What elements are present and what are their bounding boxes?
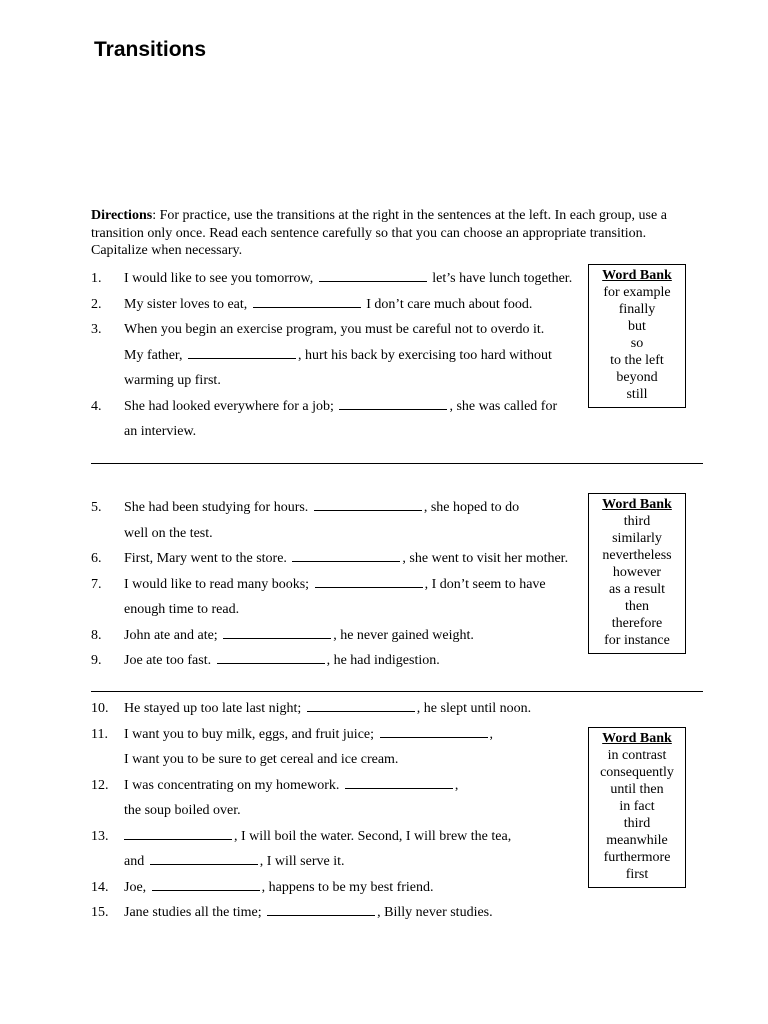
word-bank-item: in contrast (607, 748, 667, 763)
sentence-number: 6. (91, 551, 102, 566)
sentence-text: and (124, 854, 148, 869)
sentence-number: 3. (91, 322, 102, 337)
word-bank-item: finally (618, 302, 656, 317)
sentence-text: I want you to be sure to get cereal and ice cream. (124, 752, 399, 767)
word-bank-item: third (623, 514, 651, 529)
sentence-number: 4. (91, 398, 102, 414)
sentence-9 (91, 648, 591, 674)
sentence-4 (91, 394, 591, 420)
sentence-text: well on the test. (124, 525, 213, 541)
sentence-number: 13. (91, 828, 109, 844)
sentence-13 (91, 824, 591, 850)
sentence-text: , he never gained weight. (333, 627, 474, 643)
sentence-text: Joe, (124, 879, 150, 895)
sentence-text: , I will boil the water. Second, I will brew the tea, (234, 828, 512, 844)
answer-blank[interactable] (267, 902, 375, 916)
sentence-text: Jane studies all the time; (124, 905, 266, 920)
directions-text: : For practice, use the transitions at the right in the sentences at the left. In each group, use a transition only once. Read each sentence carefully so that you can choose an appropriate transition. Capitalize when necessary. (91, 208, 667, 258)
answer-blank[interactable] (307, 698, 415, 712)
word-bank-2 (588, 493, 686, 654)
answer-blank[interactable] (319, 268, 427, 282)
sentence-7-cont (91, 597, 591, 623)
sentence-text: I don’t care much about food. (362, 296, 533, 312)
directions-label: Directions (91, 208, 153, 223)
word-bank-item: still (626, 387, 648, 402)
sentence-text: John ate and ate; (124, 627, 222, 643)
answer-blank[interactable] (124, 826, 232, 840)
exercise-group-2 (91, 495, 591, 674)
sentence-text: , hurt his back by exercising too hard without (298, 347, 552, 363)
word-bank-item: first (625, 867, 649, 882)
sentence-number: 5. (91, 500, 102, 515)
word-bank-item: furthermore (603, 850, 671, 865)
word-bank-item: as a result (609, 582, 665, 597)
word-bank-item: similarly (612, 531, 662, 546)
sentence-number: 2. (91, 296, 102, 312)
page-title: Transitions (94, 38, 207, 61)
sentence-number: 8. (91, 627, 102, 643)
word-bank-item: however (612, 565, 662, 580)
answer-blank[interactable] (345, 775, 453, 789)
sentence-3 (91, 317, 591, 343)
answer-blank[interactable] (315, 574, 423, 588)
sentence-text: , happens to be my best friend. (261, 879, 434, 895)
sentence-text: enough time to read. (124, 602, 240, 617)
sentence-2 (91, 292, 591, 318)
answer-blank[interactable] (150, 851, 258, 865)
sentence-text: I was concentrating on my homework. (124, 777, 343, 793)
sentence-text: , I don’t seem to have (424, 576, 546, 592)
sentence-text: Joe ate too fast. (124, 653, 215, 668)
sentence-12-cont (91, 798, 591, 824)
word-bank-item: until then (610, 782, 664, 797)
sentence-text: the soup boiled over. (124, 803, 241, 818)
sentence-number: 1. (91, 271, 102, 286)
word-bank-3 (588, 727, 686, 888)
sentence-10 (91, 696, 591, 722)
sentence-text: an interview. (124, 424, 197, 439)
sentence-text: let’s have lunch together. (428, 271, 573, 286)
sentence-11-cont (91, 747, 591, 773)
sentence-11 (91, 722, 591, 748)
word-bank-item: then (624, 599, 650, 614)
word-bank-item: third (623, 816, 651, 831)
sentence-text: , (489, 726, 494, 742)
exercise-group-1 (91, 266, 591, 445)
sentence-number: 11. (91, 726, 108, 742)
sentence-text: , I will serve it. (259, 854, 345, 869)
sentence-text: , Billy never studies. (377, 905, 493, 920)
sentence-text: She had been studying for hours. (124, 500, 312, 515)
sentence-7 (91, 572, 591, 598)
sentence-text: I want you to buy milk, eggs, and fruit juice; (124, 726, 378, 742)
sentence-number: 15. (91, 905, 109, 920)
word-bank-item: in fact (619, 799, 655, 814)
sentence-text: , she was called for (449, 398, 558, 414)
sentence-text: , (454, 777, 459, 793)
sentence-text: , he had indigestion. (326, 653, 440, 668)
sentence-number: 7. (91, 576, 102, 592)
sentence-text: My father, (124, 347, 187, 363)
word-bank-item: nevertheless (602, 548, 672, 563)
sentence-13-cont (91, 849, 591, 875)
sentence-number: 9. (91, 653, 102, 668)
sentence-text: , she hoped to do (423, 500, 520, 515)
word-bank-item: so (630, 336, 644, 351)
word-bank-item: for example (603, 285, 671, 300)
sentence-14 (91, 875, 591, 901)
sentence-text: , he slept until noon. (416, 701, 532, 716)
sentence-text: I would like to read many books; (124, 576, 313, 592)
sentence-number: 12. (91, 777, 109, 793)
directions (91, 207, 691, 260)
sentence-text: My sister loves to eat, (124, 296, 251, 312)
sentence-5 (91, 495, 591, 521)
sentence-4-cont (91, 419, 591, 445)
sentence-6 (91, 546, 591, 572)
sentence-text: I would like to see you tomorrow, (124, 271, 317, 286)
answer-blank[interactable] (152, 877, 260, 891)
sentence-text: warming up first. (124, 373, 221, 388)
answer-blank[interactable] (253, 294, 361, 308)
answer-blank[interactable] (292, 548, 400, 562)
word-bank-heading: Word Bank (602, 497, 672, 512)
answer-blank[interactable] (217, 650, 325, 664)
sentence-text: She had looked everywhere for a job; (124, 398, 338, 414)
answer-blank[interactable] (188, 345, 296, 359)
sentence-5-cont (91, 521, 591, 547)
word-bank-heading: Word Bank (602, 731, 672, 746)
word-bank-item: for instance (604, 633, 670, 648)
word-bank-item: meanwhile (606, 833, 668, 848)
sentence-number: 14. (91, 879, 109, 895)
sentence-12 (91, 773, 591, 799)
word-bank-item: therefore (611, 616, 663, 631)
sentence-3-cont (91, 343, 591, 369)
sentence-text: , she went to visit her mother. (402, 551, 569, 566)
divider (91, 463, 703, 464)
sentence-text: When you begin an exercise program, you must be careful not to overdo it. (124, 322, 545, 337)
exercise-group-3 (91, 696, 591, 926)
sentence-1 (91, 266, 591, 292)
word-bank-item: to the left (610, 353, 664, 368)
answer-blank[interactable] (380, 724, 488, 738)
word-bank-item: but (628, 319, 646, 334)
sentence-text: He stayed up too late last night; (124, 701, 305, 716)
word-bank-heading: Word Bank (602, 268, 672, 283)
sentence-number: 10. (91, 701, 109, 716)
divider (91, 691, 703, 692)
answer-blank[interactable] (339, 396, 447, 410)
answer-blank[interactable] (223, 625, 331, 639)
word-bank-1 (588, 264, 686, 408)
word-bank-item: consequently (600, 765, 674, 780)
sentence-15 (91, 900, 591, 926)
word-bank-item: beyond (616, 370, 658, 385)
sentence-text: First, Mary went to the store. (124, 551, 291, 566)
answer-blank[interactable] (314, 497, 422, 511)
sentence-3-cont (91, 368, 591, 394)
sentence-8 (91, 623, 591, 649)
